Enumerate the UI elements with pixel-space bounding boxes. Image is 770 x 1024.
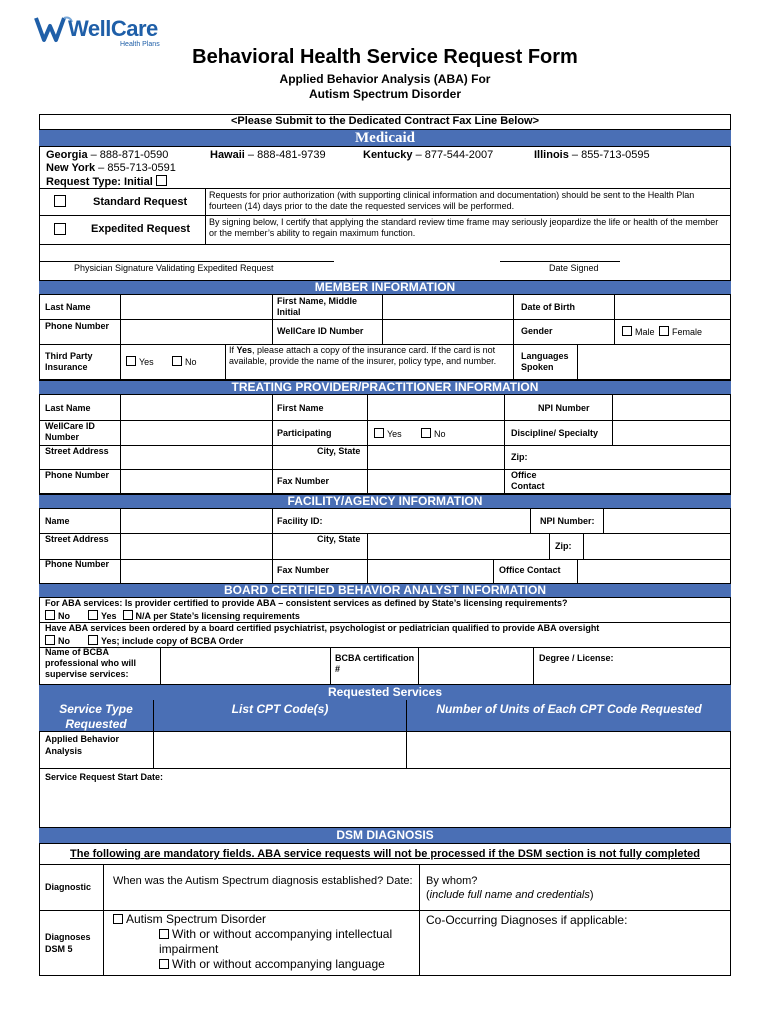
member-info-header: MEMBER INFORMATION bbox=[39, 280, 731, 295]
fax-kentucky: Kentucky – 877-544-2007 bbox=[363, 149, 494, 161]
page-subtitle-1: Applied Behavior Analysis (ABA) For bbox=[279, 72, 491, 86]
member-gender-label: Gender bbox=[521, 326, 553, 336]
gender-options: Male Female bbox=[622, 326, 702, 337]
dsm-options: Autism Spectrum Disorder With or without accompanying intellectual impairment With or without accompanying language bbox=[113, 912, 413, 972]
page-title: Behavioral Health Service Request Form bbox=[192, 46, 578, 68]
bcba-name-field[interactable] bbox=[161, 648, 329, 683]
q1-na-checkbox[interactable] bbox=[123, 610, 133, 620]
service-start-date-field[interactable] bbox=[40, 785, 730, 827]
bcba-info-header: BOARD CERTIFIED BEHAVIOR ANALYST INFORMATION bbox=[39, 583, 731, 598]
fax-hawaii: Hawaii – 888-481-9739 bbox=[210, 149, 326, 161]
facility-phone-label: Phone Number bbox=[45, 559, 110, 569]
diagnostic-label: Diagnostic bbox=[45, 882, 92, 892]
dsm-mandatory-note: The following are mandatory fields. ABA service requests will not be processed if the DSM section is not fully completed bbox=[70, 848, 700, 860]
facility-fax-label: Fax Number bbox=[277, 565, 330, 575]
standard-request-label: Standard Request bbox=[93, 196, 188, 208]
diagnosis-established-question: When was the Autism Spectrum diagnosis established? Date: bbox=[113, 875, 413, 887]
requested-services-header: Requested Services bbox=[39, 684, 731, 701]
participating-no-option[interactable]: No bbox=[421, 428, 446, 439]
language-checkbox[interactable] bbox=[159, 959, 169, 969]
logo-subtitle: Health Plans bbox=[120, 41, 160, 48]
insurance-yes-checkbox[interactable] bbox=[126, 356, 136, 366]
provider-first-name-label: First Name bbox=[277, 403, 324, 413]
member-last-name-label: Last Name bbox=[45, 302, 91, 312]
bcba-cert-label: BCBA certification # bbox=[335, 653, 415, 674]
expedited-request-label: Expedited Request bbox=[91, 223, 191, 235]
member-first-name-field[interactable] bbox=[383, 295, 512, 318]
page-subtitle-2: Autism Spectrum Disorder bbox=[308, 87, 462, 101]
participating-label: Participating bbox=[277, 428, 332, 438]
male-checkbox[interactable] bbox=[622, 326, 632, 336]
diagnosed-by: By whom? (include full name and credentials) bbox=[426, 875, 594, 901]
facility-zip-label: Zip: bbox=[555, 541, 572, 551]
bcba-name-label: Name of BCBA professional who will supervise services: bbox=[45, 647, 137, 679]
cpt-codes-column-header: List CPT Code(s) bbox=[231, 702, 329, 716]
units-column-header: Number of Units of Each CPT Code Requested bbox=[436, 702, 702, 716]
standard-request-checkbox[interactable] bbox=[54, 195, 66, 207]
female-checkbox[interactable] bbox=[659, 326, 669, 336]
participating-no-checkbox[interactable] bbox=[421, 428, 431, 438]
bcba-question-1: For ABA services: Is provider certified to provide ABA – consistent services as defined by State’s licensing requirements? bbox=[45, 598, 568, 608]
physician-signature-label: Physician Signature Validating Expedited Request bbox=[74, 263, 274, 273]
provider-last-name-label: Last Name bbox=[45, 403, 91, 413]
q1-no-checkbox[interactable] bbox=[45, 610, 55, 620]
provider-npi-label: NPI Number bbox=[538, 403, 590, 413]
facility-info-header: FACILITY/AGENCY INFORMATION bbox=[39, 494, 731, 509]
member-last-name-field[interactable] bbox=[121, 295, 271, 318]
service-start-date-label: Service Request Start Date: bbox=[45, 772, 164, 782]
insurance-no-option[interactable]: No bbox=[172, 356, 197, 367]
facility-office-contact-label: Office Contact bbox=[499, 565, 561, 575]
fax-georgia: Georgia – 888-871-0590 bbox=[46, 149, 169, 161]
initial-checkbox[interactable] bbox=[156, 175, 167, 186]
intellectual-checkbox[interactable] bbox=[159, 929, 169, 939]
provider-office-contact-label: Office Contact bbox=[511, 470, 545, 491]
provider-wellcare-id-label: WellCare ID Number bbox=[45, 421, 95, 442]
member-dob-label: Date of Birth bbox=[521, 302, 575, 312]
member-phone-field[interactable] bbox=[121, 320, 271, 343]
date-signed-label: Date Signed bbox=[549, 263, 599, 273]
fax-notice: <Please Submit to the Dedicated Contract Fax Line Below> bbox=[230, 115, 540, 127]
bcba-q2-options: No Yes; include copy of BCBA Order bbox=[45, 635, 243, 646]
member-dob-field[interactable] bbox=[615, 295, 730, 318]
provider-street-label: Street Address bbox=[45, 446, 109, 456]
cpt-codes-field[interactable] bbox=[154, 733, 405, 767]
provider-city-label: City, State bbox=[317, 446, 361, 456]
fax-illinois: Illinois – 855-713-0595 bbox=[534, 149, 650, 161]
expedited-request-checkbox[interactable] bbox=[54, 223, 66, 235]
bcba-q1-options: No Yes N/A per State’s licensing requirements bbox=[45, 610, 300, 621]
participating-yes-option[interactable]: Yes bbox=[374, 428, 402, 439]
member-wellcare-id-label: WellCare ID Number bbox=[277, 326, 364, 336]
service-row-aba: Applied Behavior Analysis bbox=[45, 734, 120, 756]
q1-yes-checkbox[interactable] bbox=[88, 610, 98, 620]
fax-newyork: New York – 855-713-0591 bbox=[46, 162, 176, 174]
languages-spoken-label: Languages Spoken bbox=[521, 351, 569, 372]
member-phone-label: Phone Number bbox=[45, 321, 110, 331]
third-party-insurance-label: Third Party Insurance bbox=[45, 351, 93, 372]
cooccurring-label: Co-Occurring Diagnoses if applicable: bbox=[426, 913, 628, 927]
member-wellcare-id-field[interactable] bbox=[383, 320, 512, 343]
standard-request-text: Requests for prior authorization (with supporting clinical information and documentation) should be sent to the Health Plan fourteen (14) days prior to the date the requested services will be performed. bbox=[209, 190, 695, 211]
bcba-question-2: Have ABA services been ordered by a board certified psychiatrist, psychologist or pediatrician qualified to provide ABA oversight bbox=[45, 623, 600, 633]
facility-street-label: Street Address bbox=[45, 534, 109, 544]
discipline-label: Discipline/ Specialty bbox=[511, 428, 599, 438]
request-type-label: Request Type: Initial bbox=[46, 175, 170, 188]
logo-wordmark: WellCare bbox=[68, 16, 158, 41]
diagnoses-dsm5-label: Diagnoses DSM 5 bbox=[45, 932, 91, 954]
expedited-request-text: By signing below, I certify that applying the standard review time frame may seriously jeopardize the life or health of the member or the member’s ability to regain maximum function. bbox=[209, 217, 719, 238]
asd-checkbox[interactable] bbox=[113, 914, 123, 924]
medicaid-bar: Medicaid bbox=[39, 129, 731, 147]
q2-yes-checkbox[interactable] bbox=[88, 635, 98, 645]
provider-zip-label: Zip: bbox=[511, 452, 528, 462]
insurance-yes-option[interactable]: Yes bbox=[126, 356, 154, 367]
provider-fax-label: Fax Number bbox=[277, 476, 330, 486]
facility-name-label: Name bbox=[45, 516, 70, 526]
dsm-diagnosis-header: DSM DIAGNOSIS bbox=[39, 827, 731, 844]
insurance-note: If Yes, please attach a copy of the insurance card. If the card is not available, provide the name of the insurer, policy type, and number. bbox=[229, 345, 497, 366]
units-field[interactable] bbox=[407, 733, 730, 767]
member-first-name-label: First Name, Middle Initial bbox=[277, 296, 358, 317]
q2-no-checkbox[interactable] bbox=[45, 635, 55, 645]
facility-npi-label: NPI Number: bbox=[540, 516, 595, 526]
provider-info-header: TREATING PROVIDER/PRACTITIONER INFORMATION bbox=[39, 380, 731, 395]
wellcare-logo bbox=[34, 14, 174, 50]
insurance-no-checkbox[interactable] bbox=[172, 356, 182, 366]
service-type-column-header: Service Type Requested bbox=[59, 702, 133, 731]
bcba-degree-label: Degree / License: bbox=[539, 653, 614, 663]
facility-id-label: Facility ID: bbox=[277, 516, 323, 526]
participating-yes-checkbox[interactable] bbox=[374, 428, 384, 438]
facility-city-label: City, State bbox=[317, 534, 361, 544]
provider-phone-label: Phone Number bbox=[45, 470, 110, 480]
languages-spoken-field[interactable] bbox=[578, 345, 730, 379]
